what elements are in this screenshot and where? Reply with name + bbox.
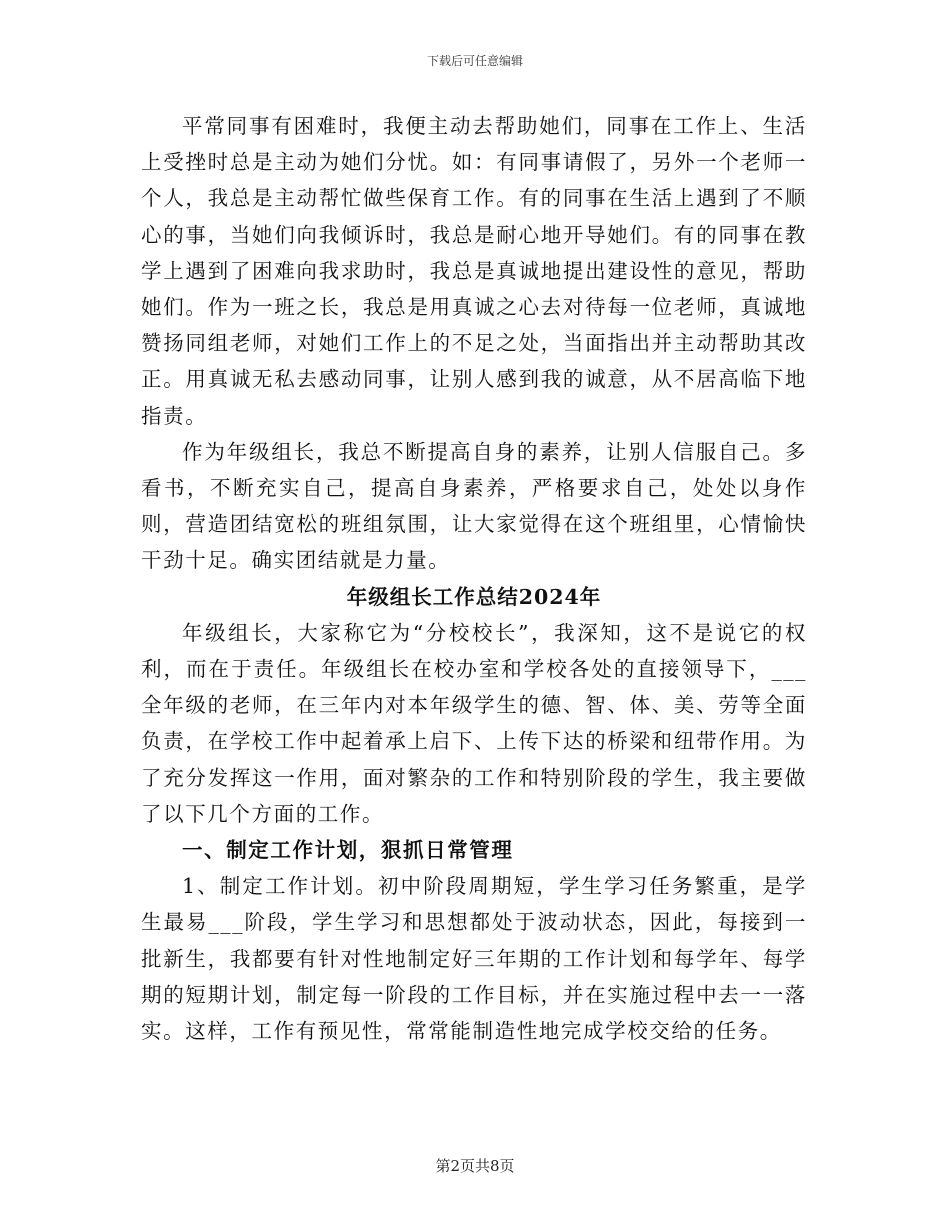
document-body	[141, 108, 807, 1049]
section-heading: 一、制定工作计划，狠抓日常管理	[182, 838, 514, 863]
paragraph-self-improvement: 作为年级组长，我总不断提高自身的素养，让别人信服自己。多看书，不断充实自己，提高自身素养，严格要求自己，处处以身作则，营造团结宽松的班组氛围，让大家觉得在这个班组里，心情愉快干劲十足。确实团结就是力量。	[141, 439, 807, 573]
paragraph-work-plan: 1、制定工作计划。初中阶段周期短，学生学习任务繁重，是学生最易___阶段，学生学习和思想都处于波动状态，因此，每接到一批新生，我都要有针对性地制定好三年期的工作计划和每学年、每学期的短期计划，制定每一阶段的工作目标，并在实施过程中去一一落实。这样，工作有预见性，常常能制造性地完成学校交给的任务。	[141, 874, 807, 1044]
paragraph-colleagues: 平常同事有困难时，我便主动去帮助她们，同事在工作上、生活上受挫时总是主动为她们分忧。如：有同事请假了，另外一个老师一个人，我总是主动帮忙做些保育工作。有的同事在生活上遇到了不顺心的事，当她们向我倾诉时，我总是耐心地开导她们。有的同事在教学上遇到了困难向我求助时，我总是真诚地提出建设性的意见，帮助她们。作为一班之长，我总是用真诚之心去对待每一位老师，真诚地赞扬同组老师，对她们工作上的不足之处，当面指出并主动帮助其改正。用真诚无私去感动同事，让别人感到我的诚意，从不居高临下地指责。	[141, 114, 807, 428]
page-number: 第2页共8页	[435, 1157, 515, 1175]
page-header: 下载后可任意编辑	[426, 54, 523, 68]
paragraph-intro: 年级组长，大家称它为“分校校长”，我深知，这不是说它的权利，而在于责任。年级组长在校办室和学校各处的直接领导下，___全年级的老师，在三年内对本年级学生的德、智、体、美、劳等全面负责，在学校工作中起着承上启下、上传下达的桥梁和纽带作用。为了充分发挥这一作用，面对繁杂的工作和特别阶段的学生，我主要做了以下几个方面的工作。	[141, 620, 807, 826]
document-title: 年级组长工作总结2024年	[346, 584, 602, 609]
